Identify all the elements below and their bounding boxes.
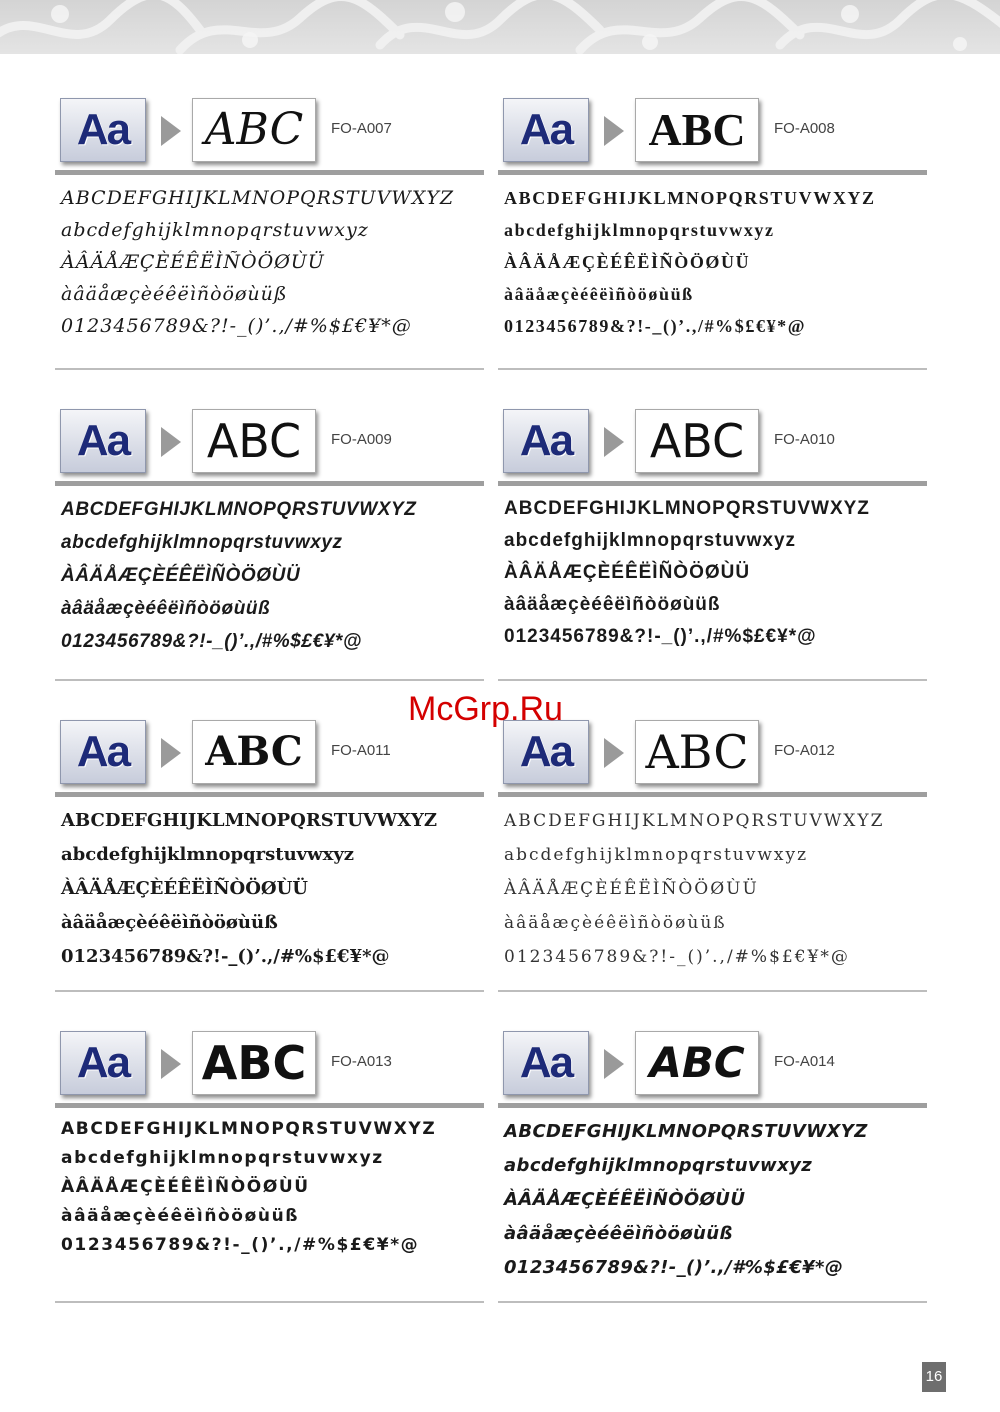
numbers-symbols-line: 0123456789&?!-_()’.,/#%$£€¥*@ [61,631,363,652]
character-sample [504,493,927,653]
divider-thick [498,792,927,797]
divider-thick [498,481,927,486]
aa-font-icon: Aa [503,720,589,784]
lowercase-line: abcdefghijklmnopqrstuvwxyz [504,220,775,240]
divider-thick [55,792,484,797]
character-sample [61,1115,484,1260]
arrow-right-icon [604,116,624,146]
font-code: FO-A008 [774,120,835,137]
ornament-icon [0,0,1000,54]
abc-preview: ABC [192,409,316,473]
abc-preview: ABC [635,98,759,162]
abc-preview: ABC [635,720,759,784]
arrow-right-icon [161,738,181,768]
character-sample [61,493,484,658]
divider-thick [55,1103,484,1108]
arrow-right-icon [604,738,624,768]
font-code: FO-A012 [774,742,835,759]
lowercase-line: abcdefghijklmnopqrstuvwxyz [504,1155,813,1176]
numbers-symbols-line: 0123456789&?!-_()’.,/#%$£€¥*@ [504,947,850,967]
character-sample [61,804,484,974]
aa-font-icon: Aa [503,409,589,473]
aa-font-icon: Aa [60,720,146,784]
uppercase-line: ABCDEFGHIJKLMNOPQRSTUVWXYZ [61,810,438,831]
numbers-symbols-line: 0123456789&?!-_()’.,/#%$£€¥*@ [61,946,390,967]
lowercase-line: abcdefghijklmnopqrstuvwxyz [504,530,797,551]
divider-thin [55,1301,484,1303]
numbers-symbols-line: 0123456789&?!-_()’.,/#%$£€¥*@ [61,315,412,337]
divider-thin [55,990,484,992]
divider-thin [498,679,927,681]
aa-font-icon: Aa [60,1031,146,1095]
font-header [498,403,927,489]
font-sample-fo-a012 [498,714,927,1004]
abc-preview: ABC [192,98,316,162]
font-code: FO-A011 [331,742,391,759]
divider-thin [498,368,927,370]
divider-thick [55,170,484,175]
font-header [498,1025,927,1111]
accented-lowercase-line: àâäåæçèéêëìñòöøùüß [504,284,694,304]
arrow-right-icon [604,427,624,457]
aa-font-icon: Aa [60,409,146,473]
accented-lowercase-line: àâäåæçèéêëìñòöøùüß [61,912,278,933]
font-header [55,403,484,489]
decorative-header-banner [0,0,1000,54]
font-sample-fo-a011 [55,714,484,1004]
divider-thick [498,1103,927,1108]
arrow-right-icon [161,116,181,146]
divider-thick [498,170,927,175]
numbers-symbols-line: 0123456789&?!-_()’.,/#%$£€¥*@ [504,1257,844,1278]
lowercase-line: abcdefghijklmnopqrstuvwxyz [61,532,343,553]
font-code: FO-A009 [331,431,392,448]
uppercase-line: ABCDEFGHIJKLMNOPQRSTUVWXYZ [504,498,870,519]
accented-lowercase-line: àâäåæçèéêëìñòöøùüß [504,1223,733,1244]
font-sample-fo-a007 [55,92,484,382]
divider-thin [55,679,484,681]
accented-uppercase-line: ÀÂÄÅÆÇÈÉÊËÌÑÒÖØÙÜ [61,878,308,899]
font-sample-fo-a010 [498,403,927,693]
lowercase-line: abcdefghijklmnopqrstuvwxyz [61,1148,384,1168]
font-code: FO-A013 [331,1053,392,1070]
abc-preview: ABC [192,720,316,784]
accented-lowercase-line: àâäåæçèéêëìñòöøùüß [61,1206,300,1226]
abc-preview: ABC [635,409,759,473]
divider-thin [55,368,484,370]
watermark-text: McGrp.Ru [408,690,563,728]
font-code: FO-A007 [331,120,392,137]
character-sample [504,804,927,974]
accented-uppercase-line: ÀÂÄÅÆÇÈÉÊËÌÑÒÖØÙÜ [61,1177,310,1197]
aa-font-icon: Aa [60,98,146,162]
accented-uppercase-line: ÀÂÄÅÆÇÈÉÊËÌÑÒÖØÙÜ [504,1189,746,1210]
uppercase-line: ABCDEFGHIJKLMNOPQRSTUVWXYZ [504,1121,868,1142]
accented-uppercase-line: ÀÂÄÅÆÇÈÉÊËÌÑÒÖØÙÜ [504,252,751,272]
accented-uppercase-line: ÀÂÄÅÆÇÈÉÊËÌÑÒÖØÙÜ [504,879,759,899]
font-header [498,92,927,178]
accented-lowercase-line: àâäåæçèéêëìñòöøùüß [61,283,288,305]
divider-thin [498,990,927,992]
divider-thick [55,481,484,486]
font-header [55,1025,484,1111]
abc-preview: ABC [192,1031,316,1095]
divider-thin [498,1301,927,1303]
uppercase-line: ABCDEFGHIJKLMNOPQRSTUVWXYZ [61,187,455,209]
lowercase-line: abcdefghijklmnopqrstuvwxyz [61,844,355,865]
font-sample-fo-a008 [498,92,927,382]
accented-lowercase-line: àâäåæçèéêëìñòöøùüß [504,594,721,615]
uppercase-line: ABCDEFGHIJKLMNOPQRSTUVWXYZ [504,188,876,208]
accented-uppercase-line: ÀÂÄÅÆÇÈÉÊËÌÑÒÖØÙÜ [61,565,301,586]
numbers-symbols-line: 0123456789&?!-_()’.,/#%$£€¥*@ [504,626,817,647]
page-number: 16 [922,1362,946,1392]
character-sample [504,182,927,342]
character-sample [504,1115,927,1285]
uppercase-line: ABCDEFGHIJKLMNOPQRSTUVWXYZ [504,811,885,831]
uppercase-line: ABCDEFGHIJKLMNOPQRSTUVWXYZ [61,1119,437,1139]
arrow-right-icon [161,1049,181,1079]
character-sample [61,182,484,342]
font-header [55,92,484,178]
aa-font-icon: Aa [503,1031,589,1095]
abc-preview: ABC [635,1031,759,1095]
font-sample-fo-a009 [55,403,484,693]
arrow-right-icon [161,427,181,457]
lowercase-line: abcdefghijklmnopqrstuvwxyz [504,845,809,865]
numbers-symbols-line: 0123456789&?!-_()’.,/#%$£€¥*@ [61,1235,420,1255]
aa-font-icon: Aa [503,98,589,162]
font-sample-fo-a014 [498,1025,927,1315]
arrow-right-icon [604,1049,624,1079]
accented-uppercase-line: ÀÂÄÅÆÇÈÉÊËÌÑÒÖØÙÜ [61,251,325,273]
numbers-symbols-line: 0123456789&?!-_()’.,/#%$£€¥*@ [504,316,807,336]
font-sample-fo-a013 [55,1025,484,1315]
accented-lowercase-line: àâäåæçèéêëìñòöøùüß [61,598,271,619]
lowercase-line: abcdefghijklmnopqrstuvwxyz [61,219,369,241]
uppercase-line: ABCDEFGHIJKLMNOPQRSTUVWXYZ [61,499,417,520]
accented-lowercase-line: àâäåæçèéêëìñòöøùüß [504,913,727,933]
font-code: FO-A014 [774,1053,835,1070]
font-code: FO-A010 [774,431,835,448]
accented-uppercase-line: ÀÂÄÅÆÇÈÉÊËÌÑÒÖØÙÜ [504,562,751,583]
